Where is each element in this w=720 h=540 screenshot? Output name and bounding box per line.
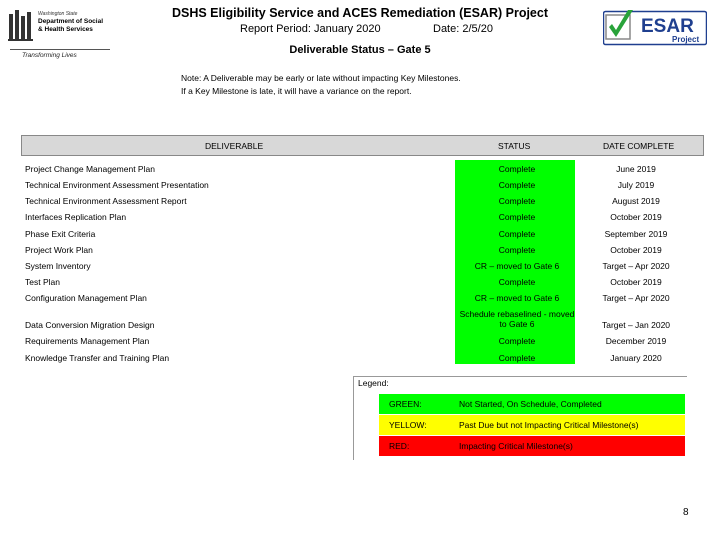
agency-name bbox=[38, 10, 103, 34]
row-deliverable: Interfaces Replication Plan bbox=[25, 212, 127, 222]
table-header bbox=[21, 135, 704, 156]
row-deliverable: System Inventory bbox=[25, 261, 91, 271]
row-status: Complete bbox=[498, 229, 536, 239]
row-deliverable: Project Change Management Plan bbox=[25, 164, 155, 174]
row-deliverable: Technical Environment Assessment Report bbox=[25, 196, 187, 206]
row-deliverable: Knowledge Transfer and Training Plan bbox=[25, 353, 170, 363]
row-status: Complete bbox=[498, 164, 536, 174]
row-deliverable: Data Conversion Migration Design bbox=[25, 320, 155, 330]
legend-title: Legend: bbox=[358, 378, 389, 388]
agency-line2: & Health Services bbox=[38, 26, 93, 33]
row-date: August 2019 bbox=[612, 196, 660, 206]
legend-green bbox=[379, 394, 685, 414]
note bbox=[181, 72, 461, 98]
row-deliverable: Project Work Plan bbox=[25, 245, 93, 255]
row-deliverable: Requirements Management Plan bbox=[25, 336, 150, 346]
legend-value: Past Due but not Impacting Critical Milestone(s) bbox=[459, 420, 639, 430]
row-deliverable: Technical Environment Assessment Presentation bbox=[25, 180, 209, 190]
logo-divider bbox=[10, 49, 110, 50]
note-line1: Note: A Deliverable may be early or late without impacting Key Milestones. bbox=[181, 73, 461, 83]
report-period: Report Period: January 2020 bbox=[240, 23, 381, 35]
legend-key: RED: bbox=[389, 441, 410, 451]
legend-red bbox=[379, 436, 685, 456]
row-date: October 2019 bbox=[610, 277, 662, 287]
row-date: Target – Apr 2020 bbox=[602, 293, 670, 303]
row-deliverable: Configuration Management Plan bbox=[25, 293, 147, 303]
row-status: Complete bbox=[498, 245, 536, 255]
esar-logo-sub: Project bbox=[672, 35, 700, 44]
row-date: October 2019 bbox=[610, 245, 662, 255]
page-title: DSHS Eligibility Service and ACES Remediation (ESAR) Project bbox=[171, 6, 548, 20]
row-date: October 2019 bbox=[610, 212, 662, 222]
row-status: Complete bbox=[498, 196, 536, 206]
esar-logo bbox=[603, 10, 707, 46]
legend-key: GREEN: bbox=[389, 399, 422, 409]
row-deliverable: Phase Exit Criteria bbox=[25, 229, 96, 239]
row-date: June 2019 bbox=[616, 164, 656, 174]
building-icon bbox=[8, 8, 34, 42]
agency-tagline: Transforming Lives bbox=[22, 52, 77, 59]
row-status: CR – moved to Gate 6 bbox=[474, 261, 560, 271]
row-status: Complete bbox=[498, 212, 536, 222]
row-status: CR – moved to Gate 6 bbox=[474, 293, 560, 303]
legend-yellow bbox=[379, 415, 685, 435]
row-date: Target – Jan 2020 bbox=[601, 320, 671, 330]
row-date: January 2020 bbox=[610, 353, 662, 363]
legend-key: YELLOW: bbox=[389, 420, 427, 430]
row-date: Target – Apr 2020 bbox=[602, 261, 670, 271]
row-status: Complete bbox=[498, 180, 536, 190]
row-status: Complete bbox=[498, 353, 536, 363]
row-status: Schedule rebaselined - moved to Gate 6 bbox=[459, 309, 575, 329]
row-status: Complete bbox=[498, 277, 536, 287]
row-date: July 2019 bbox=[617, 180, 655, 190]
row-deliverable: Test Plan bbox=[25, 277, 60, 287]
esar-logo-word: ESAR bbox=[641, 16, 694, 37]
page-number: 8 bbox=[683, 507, 689, 518]
legend-value: Not Started, On Schedule, Completed bbox=[459, 399, 602, 409]
row-date: September 2019 bbox=[604, 229, 668, 239]
note-line2: If a Key Milestone is late, it will have a variance on the report. bbox=[181, 86, 412, 96]
agency-line1: Department of Social bbox=[38, 18, 104, 25]
column-header-deliverable: DELIVERABLE bbox=[205, 141, 264, 151]
report-date: Date: 2/5/20 bbox=[433, 23, 493, 35]
row-date: December 2019 bbox=[605, 336, 667, 346]
agency-state: Washington State bbox=[38, 11, 78, 17]
dshs-logo bbox=[8, 8, 112, 58]
column-header-status: STATUS bbox=[498, 141, 531, 151]
page-subtitle: Deliverable Status – Gate 5 bbox=[289, 44, 431, 56]
legend-value: Impacting Critical Milestone(s) bbox=[459, 441, 573, 451]
column-header-date: DATE COMPLETE bbox=[603, 141, 675, 151]
row-status: Complete bbox=[498, 336, 536, 346]
